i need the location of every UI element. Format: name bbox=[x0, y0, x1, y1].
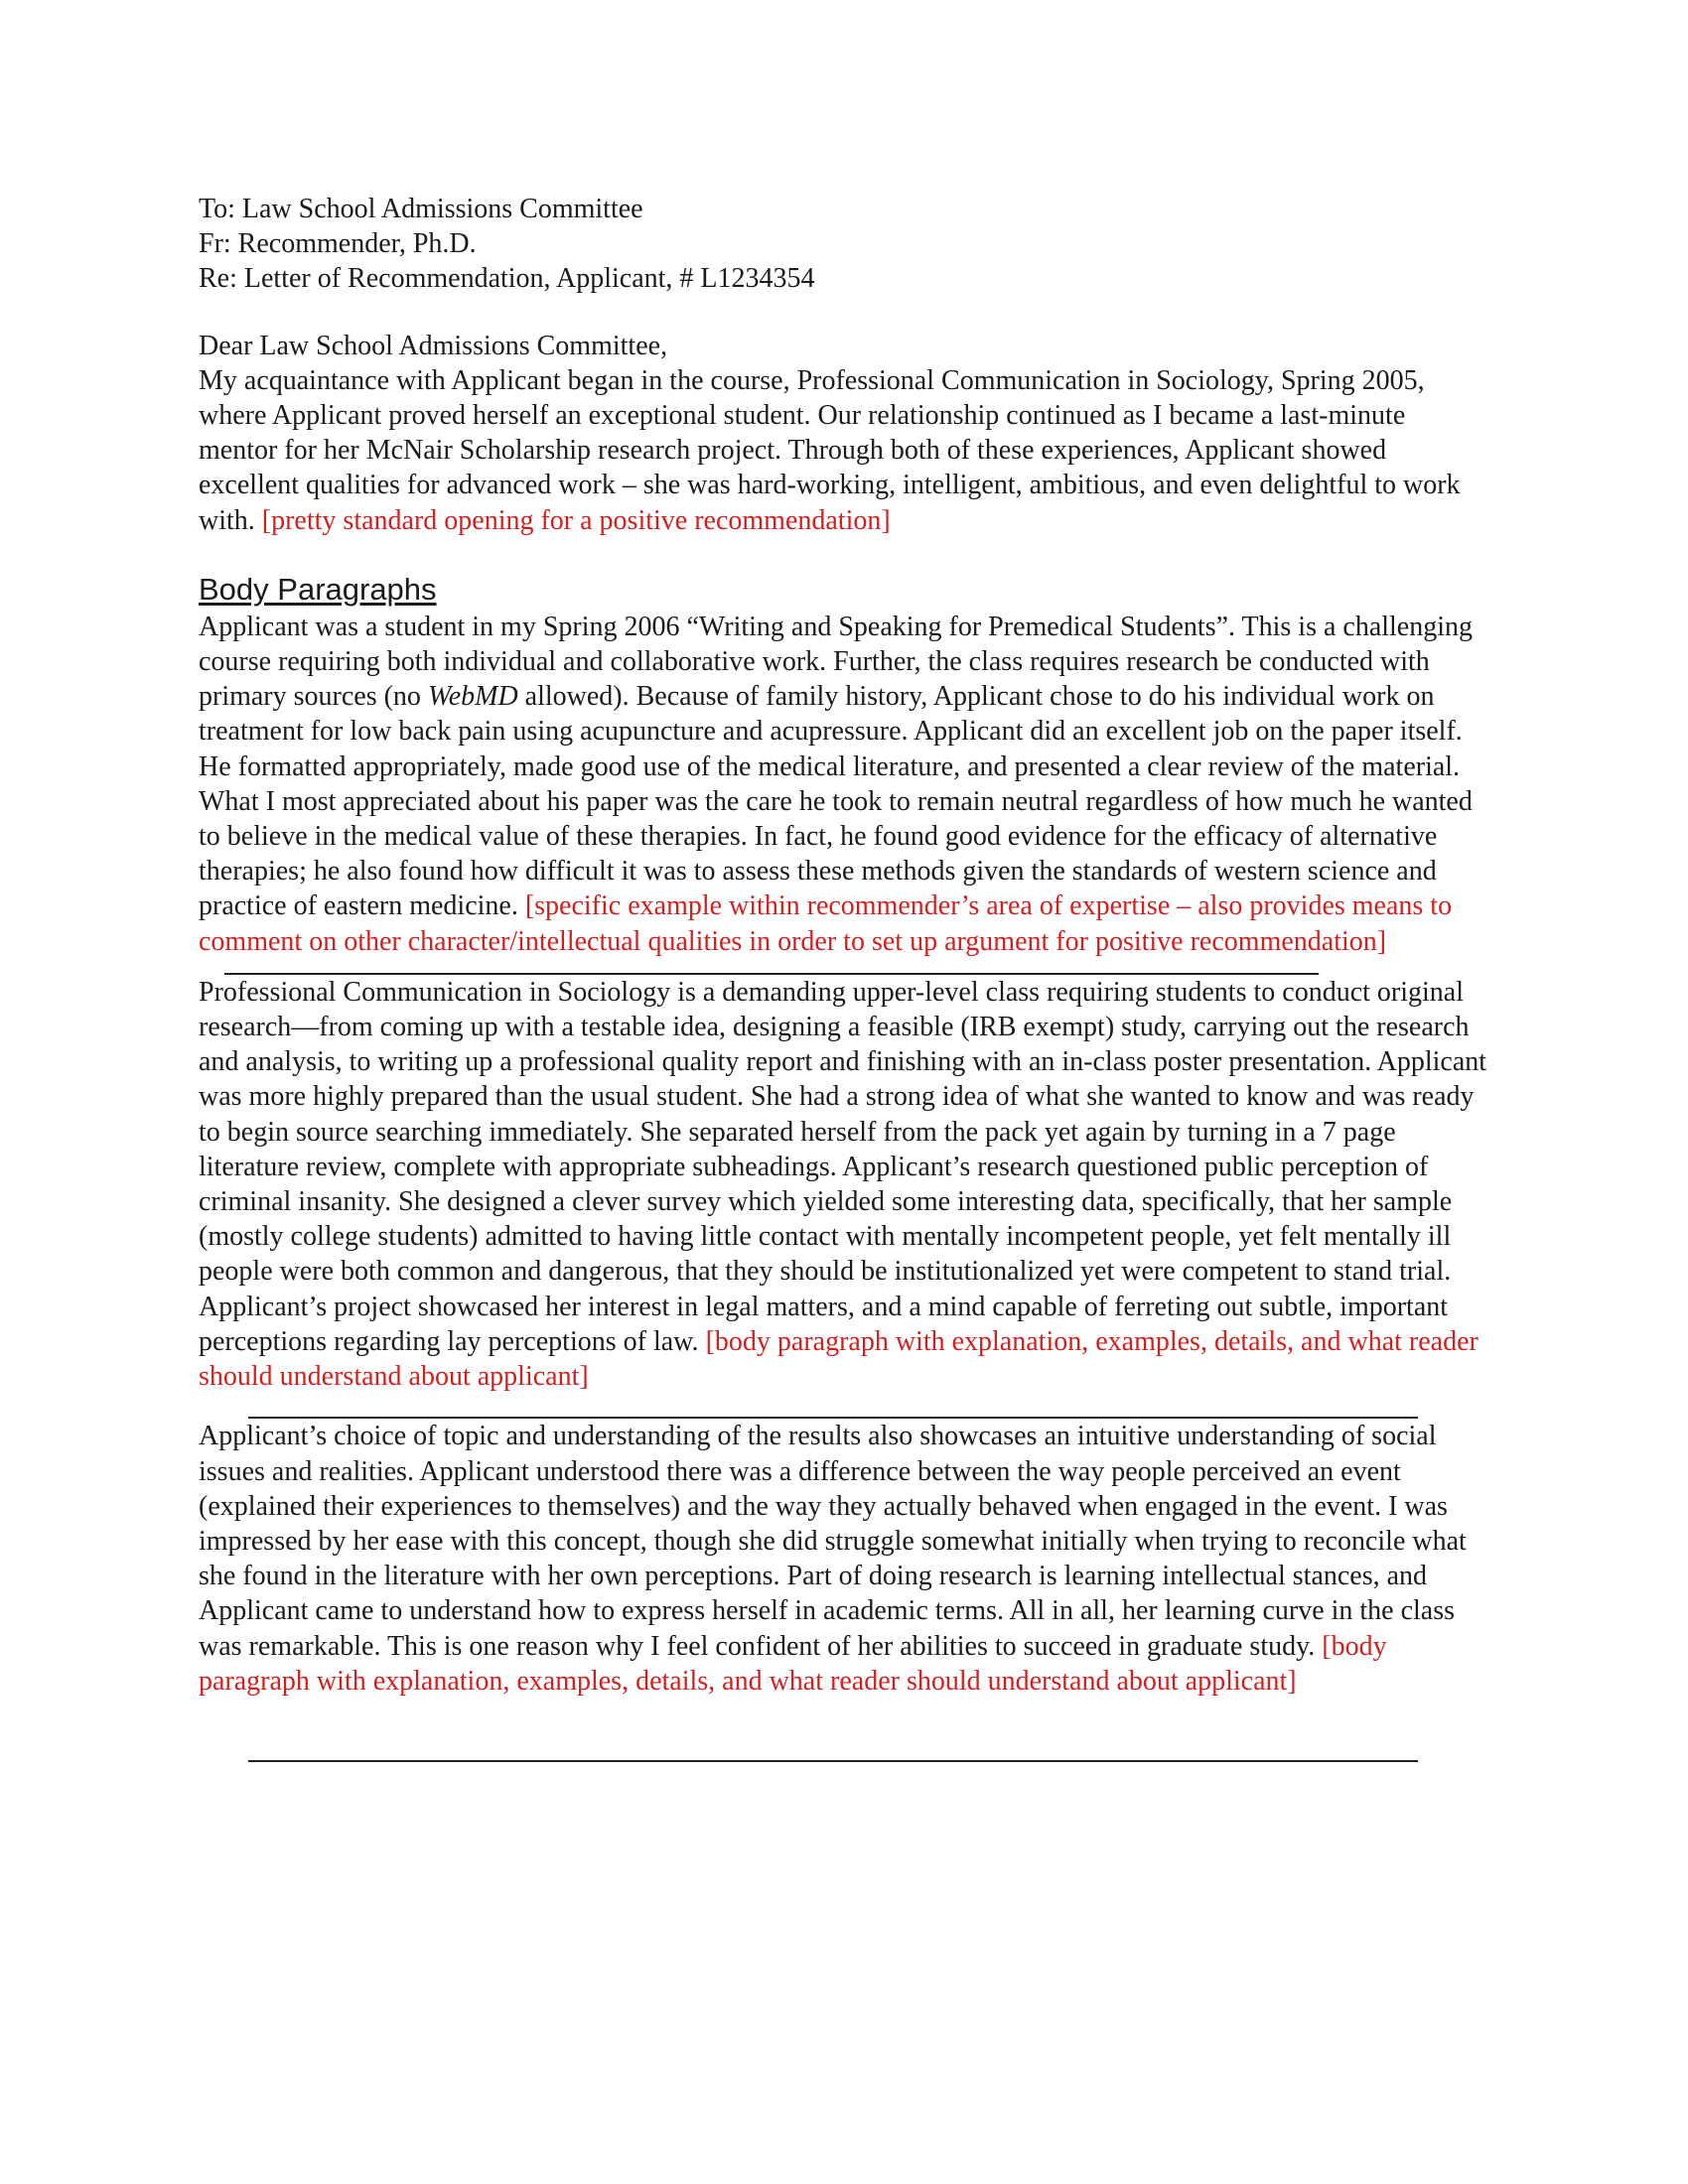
body3-text: Applicant’s choice of topic and understanding of the results also showcases an intuitive understanding of social issues and realities. Applicant understood there was a difference between the way people perceived an event (explained their experiences to themselves) and the way they actually behaved when engaged in the event. I was impressed by her ease with this concept, though she did struggle somewhat initially when trying to reconcile what she found in the literature with her own perceptions. Part of doing research is learning intellectual stances, and Applicant came to understand how to express herself in academic terms. All in all, her learning curve in the class was remarkable. This is one reason why I feel confident of her abilities to succeed in graduate study. bbox=[199, 1421, 1467, 1662]
opening-annotation: [pretty standard opening for a positive recommendation] bbox=[261, 504, 891, 536]
memo-from: Fr: Recommender, Ph.D. bbox=[199, 228, 477, 260]
body2-text: Professional Communication in Sociology is a demanding upper-level class requiring students to conduct original research—from coming up with a testable idea, designing a feasible (IRB exempt) study, carrying out the research and analysis, to writing up a professional quality report and finishing with an in-class poster presentation. Applicant was more highly prepared than the usual student. She had a strong idea of what she wanted to know and was ready to begin source searching immediately. She separated herself from the pack yet again by turning in a 7 page literature review, complete with appropriate subheadings. Applicant’s research questioned public perception of criminal insanity. She designed a clever survey which yielded some interesting data, specifically, that her sample (mostly college students) admitted to having little contact with mentally incompetent people, yet felt mentally ill people were both common and dangerous, that they should be institutionalized yet were competent to stand trial. Applicant’s project showcased her interest in legal matters, and a mind capable of ferreting out subtle, important perceptions regarding lay perceptions of law. bbox=[199, 976, 1487, 1357]
opening-paragraph bbox=[199, 363, 1479, 538]
section-heading: Body Paragraphs bbox=[199, 571, 437, 607]
memo-header bbox=[199, 192, 1489, 297]
body3-annotation: [body paragraph with explanation, examples, details, and what reader should understand about applicant] bbox=[199, 1630, 1387, 1697]
body1-italic-source: WebMD bbox=[427, 681, 518, 713]
body-paragraph-1 bbox=[199, 610, 1479, 959]
memo-to: To: Law School Admissions Committee bbox=[199, 194, 643, 224]
memo-re: Re: Letter of Recommendation, Applicant, # L1234354 bbox=[199, 263, 815, 295]
body2-annotation: [body paragraph with explanation, examples, details, and what reader should understand about applicant] bbox=[199, 1325, 1478, 1393]
body1-annotation: [specific example within recommender’s area of expertise – also provides means to comment on other character/intellectual qualities in order to set up argument for positive recommendation] bbox=[199, 890, 1453, 957]
letter-page bbox=[199, 192, 1489, 1762]
salutation: Dear Law School Admissions Committee, bbox=[199, 330, 668, 361]
body1-text-a: Applicant was a student in my Spring 2006 “Writing and Speaking for Premedical Students”. This is a challenging course requiring both individual and collaborative work. Further, the class requires research be conducted with primary sources (no bbox=[199, 611, 1474, 713]
body1-text-b: allowed). Because of family history, Applicant chose to do his individual work on treatment for low back pain using acupuncture and acupressure. Applicant did an excellent job on the paper itself. He formatted appropriately, made good use of the medical literature, and presented a clear review of the material. What I most appreciated about his paper was the care he took to remain neutral regardless of how much he wanted to believe in the medical value of these therapies. In fact, he found good evidence for the efficacy of alternative therapies; he also found how difficult it was to assess these methods given the standards of western science and practice of eastern medicine. bbox=[199, 681, 1473, 922]
opening-text: My acquaintance with Applicant began in the course, Professional Communication in Sociology, Spring 2005, where Applicant proved herself an exceptional student. Our relationship continued as I became a last-minute mentor for her McNair Scholarship research project. Through both of these experiences, Applicant showed excellent qualities for advanced work – she was hard-working, intelligent, ambitious, and even delightful to work with. bbox=[199, 364, 1461, 536]
body-paragraph-3 bbox=[199, 1419, 1489, 1699]
divider-rule bbox=[248, 1760, 1418, 1762]
body-paragraph-2 bbox=[199, 975, 1489, 1394]
